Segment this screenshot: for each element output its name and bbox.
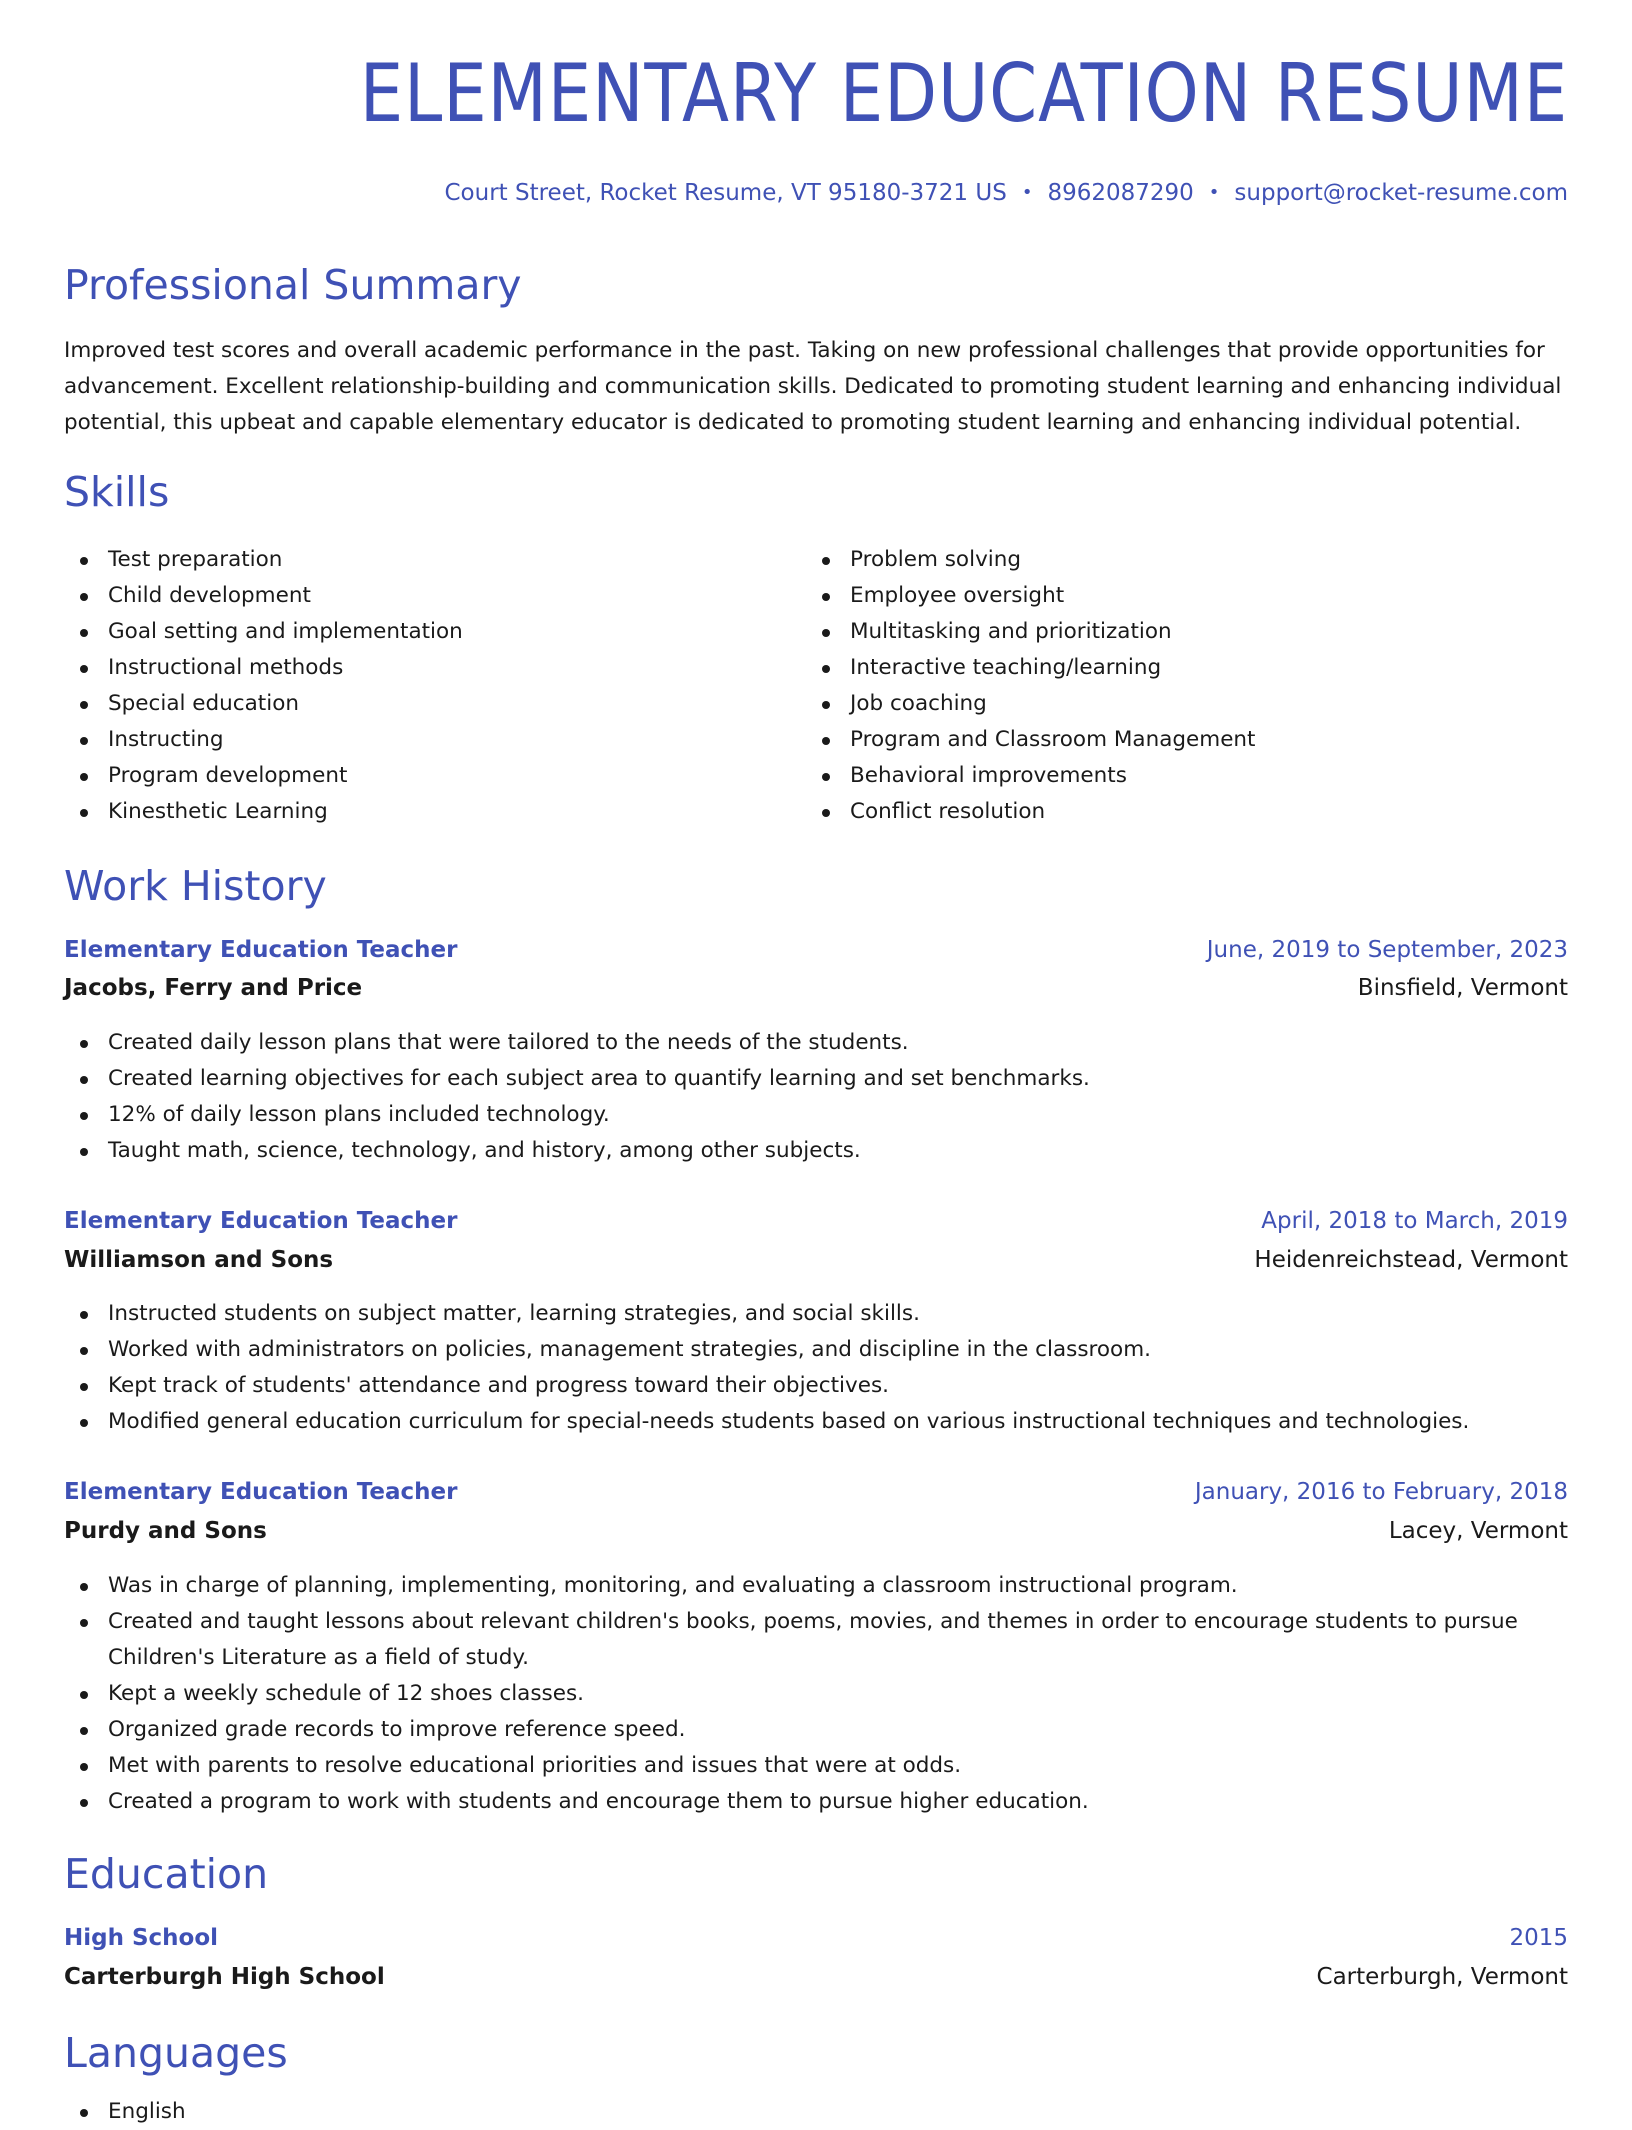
- skill-item: Conflict resolution: [806, 794, 1255, 830]
- skill-item: Test preparation: [64, 542, 463, 578]
- summary-text: Improved test scores and overall academic performance in the past. Taking on new professional challenges that provide opportunities for advancement. Excellent relationship-building and communication skills. Dedicated to promoting student learning and enhancing individual potential, this upbeat and capable elementary educator is dedicated to promoting student learning and enhancing individual potential.: [64, 338, 1562, 435]
- job-duty: Instructed students on subject matter, learning strategies, and social skills.: [64, 1296, 1469, 1332]
- contact-email: support@rocket-resume.com: [1234, 180, 1568, 206]
- skill-item: Kinesthetic Learning: [64, 794, 463, 830]
- skills-list-right: [806, 542, 1255, 830]
- job-location: Binsfield, Vermont: [1357, 975, 1568, 1001]
- job-duties-list: [64, 1568, 1544, 1820]
- job-title: Elementary Education Teacher: [64, 1208, 458, 1234]
- job-duty: Created daily lesson plans that were tailored to the needs of the students.: [64, 1025, 1090, 1061]
- job-duty: Created learning objectives for each subject area to quantify learning and set benchmarks.: [64, 1061, 1090, 1097]
- skill-item: Interactive teaching/learning: [806, 650, 1255, 686]
- job-title: Elementary Education Teacher: [64, 937, 458, 963]
- skills-list-left: [64, 542, 463, 830]
- job-dates: January, 2016 to February, 2018: [1194, 1479, 1568, 1505]
- job-duty: Created and taught lessons about relevant children's books, poems, movies, and themes in order to encourage students to pursue Children's Literature as a field of study.: [64, 1604, 1544, 1676]
- contact-phone: 8962087290: [1047, 180, 1194, 206]
- skill-item: Instructional methods: [64, 650, 463, 686]
- job-dates: June, 2019 to September, 2023: [1206, 937, 1568, 963]
- job-duty: Organized grade records to improve reference speed.: [64, 1712, 1544, 1748]
- contact-separator: •: [1208, 182, 1220, 203]
- skill-item: Program and Classroom Management: [806, 722, 1255, 758]
- contact-separator: •: [1021, 182, 1033, 203]
- summary-heading: Professional Summary: [64, 261, 522, 309]
- skill-item: Goal setting and implementation: [64, 614, 463, 650]
- job-employer: Williamson and Sons: [64, 1247, 334, 1273]
- job-duty: Was in charge of planning, implementing, monitoring, and evaluating a classroom instructional program.: [64, 1568, 1544, 1604]
- job-duty: Worked with administrators on policies, management strategies, and discipline in the classroom.: [64, 1332, 1469, 1368]
- skills-heading: Skills: [64, 468, 170, 516]
- contact-line: [444, 180, 1568, 206]
- job-location: Heidenreichstead, Vermont: [1254, 1247, 1568, 1273]
- job-duty: Created a program to work with students and encourage them to pursue higher education.: [64, 1784, 1544, 1820]
- job-employer: Purdy and Sons: [64, 1518, 267, 1544]
- job-location: Lacey, Vermont: [1388, 1518, 1568, 1544]
- skill-item: Special education: [64, 686, 463, 722]
- skill-item: Child development: [64, 578, 463, 614]
- languages-list: [64, 2094, 186, 2130]
- skill-item: Behavioral improvements: [806, 758, 1255, 794]
- job-duty: Modified general education curriculum for special-needs students based on various instructional techniques and technologies.: [64, 1404, 1469, 1440]
- skill-item: Instructing: [64, 722, 463, 758]
- job-duty: Taught math, science, technology, and history, among other subjects.: [64, 1133, 1090, 1169]
- skill-item: Multitasking and prioritization: [806, 614, 1255, 650]
- skill-item: Employee oversight: [806, 578, 1255, 614]
- education-year: 2015: [1509, 1925, 1568, 1951]
- skill-item: Problem solving: [806, 542, 1255, 578]
- education-heading: Education: [64, 1850, 269, 1898]
- job-duty: Kept a weekly schedule of 12 shoes classes.: [64, 1676, 1544, 1712]
- skill-item: Job coaching: [806, 686, 1255, 722]
- skill-item: Program development: [64, 758, 463, 794]
- resume-title: ELEMENTARY EDUCATION RESUME: [359, 47, 1568, 140]
- education-degree: High School: [64, 1925, 219, 1951]
- language-item: English: [64, 2094, 186, 2130]
- job-duties-list: [64, 1025, 1090, 1169]
- job-title: Elementary Education Teacher: [64, 1479, 458, 1505]
- work-heading: Work History: [64, 862, 327, 910]
- job-duty: Met with parents to resolve educational priorities and issues that were at odds.: [64, 1748, 1544, 1784]
- job-duty: 12% of daily lesson plans included technology.: [64, 1097, 1090, 1133]
- job-employer: Jacobs, Ferry and Price: [64, 975, 363, 1001]
- job-duty: Kept track of students' attendance and progress toward their objectives.: [64, 1368, 1469, 1404]
- contact-address: Court Street, Rocket Resume, VT 95180-3721 US: [444, 180, 1007, 206]
- job-dates: April, 2018 to March, 2019: [1261, 1208, 1568, 1234]
- job-duties-list: [64, 1296, 1469, 1440]
- education-school: Carterburgh High School: [64, 1964, 385, 1990]
- languages-heading: Languages: [64, 2029, 288, 2077]
- education-location: Carterburgh, Vermont: [1316, 1964, 1568, 1990]
